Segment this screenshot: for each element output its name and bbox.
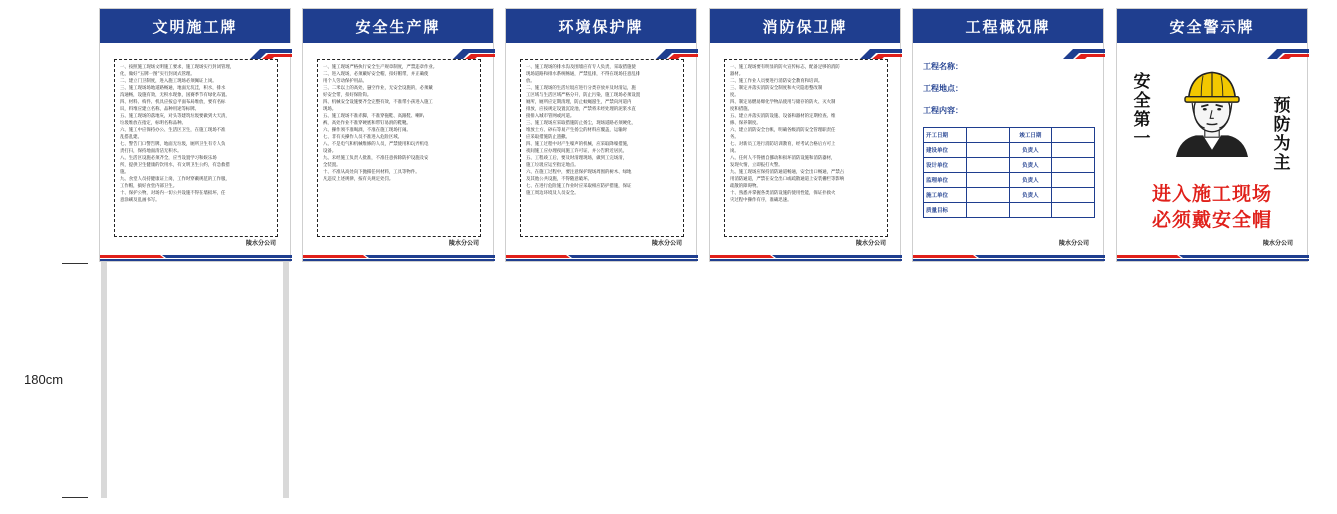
company-name: 陵水分公司	[448, 240, 479, 247]
board-title: 工程概况牌	[913, 9, 1103, 43]
regulation-line: 十、熟悉并掌握各类消防设施的使用性能，保证扑救火	[730, 191, 836, 196]
regulation-line: 度和措施。	[730, 107, 752, 112]
table-cell	[1052, 173, 1095, 188]
regulation-line: 施。	[120, 170, 129, 175]
footer-stripe	[1117, 253, 1309, 261]
regulation-line: 三、制定并落实消防安全制度和火灾隐患整改制	[730, 86, 823, 91]
board-title: 消防保卫牌	[710, 9, 900, 43]
regulation-line: 岗。	[730, 149, 739, 154]
table-row	[924, 158, 1095, 173]
company-name: 陵水分公司	[245, 240, 276, 247]
regulation-line: 放。	[526, 79, 535, 84]
regulation-line: 一、按照施工现场文明施工要求，施工现场实行封闭管理，	[120, 65, 235, 70]
regulation-line: 四、施工过程中对产生噪声的机械，应采取降噪措施，	[526, 142, 632, 147]
regulation-line: 二、施工现场的生活垃圾应进行分类存放并及时清运，施	[526, 86, 636, 91]
board-support-pole	[283, 262, 289, 498]
board-title: 安全警示牌	[1117, 9, 1307, 43]
regulation-line: 疏散的障碍物。	[730, 184, 761, 189]
regulation-line: 七、对新员工进行消防培训教育，经考试合格后方可上	[730, 142, 836, 147]
table-row	[924, 203, 1095, 218]
regulation-line: 修、保养制度。	[730, 121, 761, 126]
table-cell: 负责人	[1009, 188, 1052, 203]
regulation-line: 工作帽，搞好食堂内部卫生。	[120, 184, 178, 189]
regulation-line: 乱搭乱建。	[120, 135, 142, 140]
regulation-line: 六、建立消防安全台帐，明确各级消防安全管理职责任	[730, 128, 836, 133]
regulation-line: 施工垃圾应运至指定地点。	[526, 163, 579, 168]
dimension-tick-bottom	[62, 497, 88, 498]
header-stripe	[100, 43, 292, 59]
table-cell	[966, 203, 1009, 218]
table-cell: 建设单位	[924, 143, 967, 158]
regulation-line: 五、施工现场的落地灰，对头等建筑垃圾要做到大天清，	[120, 114, 230, 119]
regulation-line: 所，提供卫生健康的饮用水，有文明卫生公约，有急救措	[120, 163, 230, 168]
regulation-line: 灾过程中操作有序，准确迅速。	[730, 198, 792, 203]
project-name-label: 工程名称：	[923, 62, 963, 71]
company-name: 陵水分公司	[1262, 240, 1293, 247]
footer-stripe	[303, 253, 495, 261]
table-cell	[966, 158, 1009, 173]
regulation-line: 二、施工作业人员要进行消防安全教育和培训。	[730, 79, 823, 84]
regulation-line: 八、不是电气和机械维修的人员，严禁使用和玩弄机电	[323, 142, 429, 147]
header-stripe	[710, 43, 902, 59]
regulation-line: 用消防通道，严禁在安全出口或疏散通道上安装栅栏等影响	[730, 177, 845, 182]
regulation-line: 及其他公共设施，不得随意破坏。	[526, 177, 592, 182]
regulation-line: 化，做好“五牌一图”实行封闭式管理。	[120, 72, 195, 77]
regulation-line: 工区域与生活区域严格分开，防止污染，施工现场必须设置	[526, 93, 641, 98]
regulation-line: 全装置。	[323, 163, 341, 168]
board-title: 环境保护牌	[506, 9, 696, 43]
project-content-label: 工程内容：	[923, 106, 963, 115]
table-cell: 监理单位	[924, 173, 967, 188]
table-cell: 负责人	[1009, 158, 1052, 173]
company-name: 陵水分公司	[1058, 240, 1089, 247]
table-cell	[966, 173, 1009, 188]
regulation-line: 厕所，厕所应定期清理，防止蚊蝇滋生，严禁向河道内	[526, 100, 632, 105]
board-title: 安全生产牌	[303, 9, 493, 43]
table-cell: 竣工日期	[1009, 128, 1052, 143]
table-cell: 质量目标	[924, 203, 967, 218]
table-cell	[1052, 203, 1095, 218]
table-cell: 设计单位	[924, 158, 967, 173]
header-stripe	[506, 43, 698, 59]
table-cell	[966, 128, 1009, 143]
table-cell	[1052, 143, 1095, 158]
regulation-line: 设备。	[323, 149, 337, 154]
board-project-overview	[912, 8, 1104, 262]
regulation-line: 责打扫，保持地面清洁无积水。	[120, 149, 182, 154]
board-title: 文明施工牌	[100, 9, 290, 43]
regulation-line: 一、施工现场要有明显的防火宣传标志，配备足够的消防	[730, 65, 840, 70]
regulation-line: 四、机械安全设施要齐全完整有效，不准带小孩进入施工	[323, 100, 433, 105]
regulation-line: 度。	[730, 93, 739, 98]
regulation-line: 二、进入现场，必须戴好安全帽，扣好帽带，并正确使	[323, 72, 429, 77]
regulation-line: 堆放土方、砂石等易产生扬尘的材料应覆盖，运输时	[526, 128, 627, 133]
regulation-line: 九、食堂人员持健康证上岗，工作时穿戴规范的工作服，	[120, 177, 230, 182]
table-cell: 负责人	[1009, 173, 1052, 188]
regulation-line: 现场。	[323, 107, 337, 112]
regulation-line: 夜间施工应办理夜间施工许可证，并公告附近居民。	[526, 149, 627, 154]
company-name: 陵水分公司	[855, 240, 886, 247]
regulation-line: 七、警告门口警告牌，地面无垃圾，厕所卫生有专人负	[120, 142, 226, 147]
height-dimension-label: 180cm	[24, 372, 64, 387]
table-cell	[966, 143, 1009, 158]
dimension-tick-top	[62, 263, 88, 264]
regulation-line: 七、非有关操作人员不准进入危险区域。	[323, 135, 403, 140]
table-cell	[1052, 128, 1095, 143]
regulation-line: 八、生活区设施必须齐全，应当设置学习和娱乐场	[120, 156, 217, 161]
table-row	[924, 143, 1095, 158]
regulation-line: 三、施工现场场地道路畅通，地面无坑洼，积水，排水	[120, 86, 226, 91]
regulation-line: 五、施工现场不准赤脚，不准穿拖鞋、高跟鞋、喇叭	[323, 114, 424, 119]
regulation-text-frame	[114, 59, 278, 237]
table-row	[924, 188, 1095, 203]
board-environmental-protection	[505, 8, 697, 262]
table-cell	[1009, 203, 1052, 218]
regulation-line: 现场道路和排水系统畅通，严禁乱排，不得在现场任意乱排	[526, 72, 641, 77]
footer-stripe	[710, 253, 902, 261]
regulation-line: 三、二米以上的高处，悬空作业，无安全设施的，必须戴	[323, 86, 433, 91]
regulation-line: 裤，高处作业不准穿硬底和带钉易滑的鞋靴。	[323, 121, 411, 126]
board-safety-warning	[1116, 8, 1308, 262]
regulation-line: 三、施工现场应采取措施防止扬尘，现场道路必须硬化，	[526, 121, 636, 126]
company-name: 陵水分公司	[651, 240, 682, 247]
table-cell	[966, 188, 1009, 203]
regulation-line: 一、施工现场严格执行安全生产规章制度，严禁违章作业。	[323, 65, 438, 70]
regulation-line: 接排入城市管网或河道。	[526, 114, 575, 119]
regulation-line: 用个人劳动保护用品。	[323, 79, 367, 84]
regulation-line: 九、施工现场应保持消防通道畅通，安全出口畅通，严禁占	[730, 170, 845, 175]
regulation-line: 二、建立门卫制度，进入施工现场必须佩证上岗。	[120, 79, 217, 84]
footer-stripe	[913, 253, 1105, 261]
prevention-first-slogan: 预 防 为 主	[1273, 96, 1291, 173]
regulation-line: 一、施工现场的排水沟及围墙应有专人负责，采取措施使	[526, 65, 636, 70]
regulation-text-frame	[317, 59, 481, 237]
regulation-line: 发现火情，立即报打火警。	[730, 163, 783, 168]
regulation-line: 意涂刷及乱画书写。	[120, 198, 160, 203]
table-cell: 开工日期	[924, 128, 967, 143]
regulation-line: 沟通畅，设施有效，无积水现象，国赛季节有绿化布置。	[120, 93, 230, 98]
safety-first-slogan: 安 全 第 一	[1133, 72, 1151, 149]
regulation-line: 垃圾堆放在指定，标明名称品种。	[120, 121, 186, 126]
regulation-line: 七、在进行危险施工作业时应采取相应防护措施，保证	[526, 184, 632, 189]
footer-stripe	[100, 253, 292, 261]
regulation-text-frame	[520, 59, 684, 237]
table-cell: 负责人	[1009, 143, 1052, 158]
regulation-line: 应采取措施防止遗撒。	[526, 135, 570, 140]
table-cell	[1052, 188, 1095, 203]
regulation-line: 六、操作须不准喝酒，不准在施工现场打闹。	[323, 128, 411, 133]
board-civilized-construction	[99, 8, 291, 262]
board-fire-security	[709, 8, 901, 262]
regulation-line: 九、未经施工负责人批准，不准任意拆除防护设施及安	[323, 156, 429, 161]
header-stripe	[913, 43, 1105, 59]
regulation-line: 五、工程竣工后，要及时清理现场，做到工完场清，	[526, 156, 627, 161]
regulation-line: 好安全带，扣好保险钩。	[323, 93, 372, 98]
helmet-worker-icon	[1167, 57, 1257, 167]
regulation-text-frame	[724, 59, 888, 237]
header-stripe	[303, 43, 495, 59]
regulation-line: 施工周边环境及人员安全。	[526, 191, 579, 196]
regulation-line: 识，料堆应建立名称，品种用途等标牌。	[120, 107, 200, 112]
table-cell	[1052, 158, 1095, 173]
regulation-line: 器材。	[730, 72, 744, 77]
regulation-line: 四、材料、构件、机具应按总平面布局堆放，要有名标	[120, 100, 226, 105]
regulation-line: 凡违反上述规律，按有关规定处罚。	[323, 177, 394, 182]
regulation-line: 排放，应按规定设置沉淀池，严禁将未经处理的泥浆水直	[526, 107, 636, 112]
table-cell: 施工单位	[924, 188, 967, 203]
regulation-line: 六、施工中应保持办公、生活区卫生，在施工现场不准	[120, 128, 226, 133]
regulation-line: 四、制定易燃易爆化学物品使用与储存的防火、灭火制	[730, 100, 836, 105]
regulation-line: 十、不准从高处向下抛掷任何材料，工具等物件。	[323, 170, 420, 175]
regulation-line: 八、任何人不得擅自挪动和损坏消防设施和消防器材，	[730, 156, 836, 161]
project-location-label: 工程地点：	[923, 84, 963, 93]
warning-line-2: 必须戴安全帽	[1151, 209, 1272, 231]
project-info-table	[923, 127, 1095, 218]
board-support-pole	[101, 262, 107, 498]
table-row	[924, 128, 1095, 143]
table-row	[924, 173, 1095, 188]
regulation-line: 六、在施工过程中，要注意保护现场周围的树木、绿地	[526, 170, 632, 175]
regulation-line: 十、保护公物，对场内一切公共设施不得在墙损坏，任	[120, 191, 226, 196]
regulation-line: 务。	[730, 135, 739, 140]
regulation-line: 五、建立并落实消防设施、设备和器材的定期检查、维	[730, 114, 836, 119]
footer-stripe	[506, 253, 698, 261]
board-safety-production	[302, 8, 494, 262]
warning-line-1: 进入施工现场	[1151, 183, 1272, 205]
